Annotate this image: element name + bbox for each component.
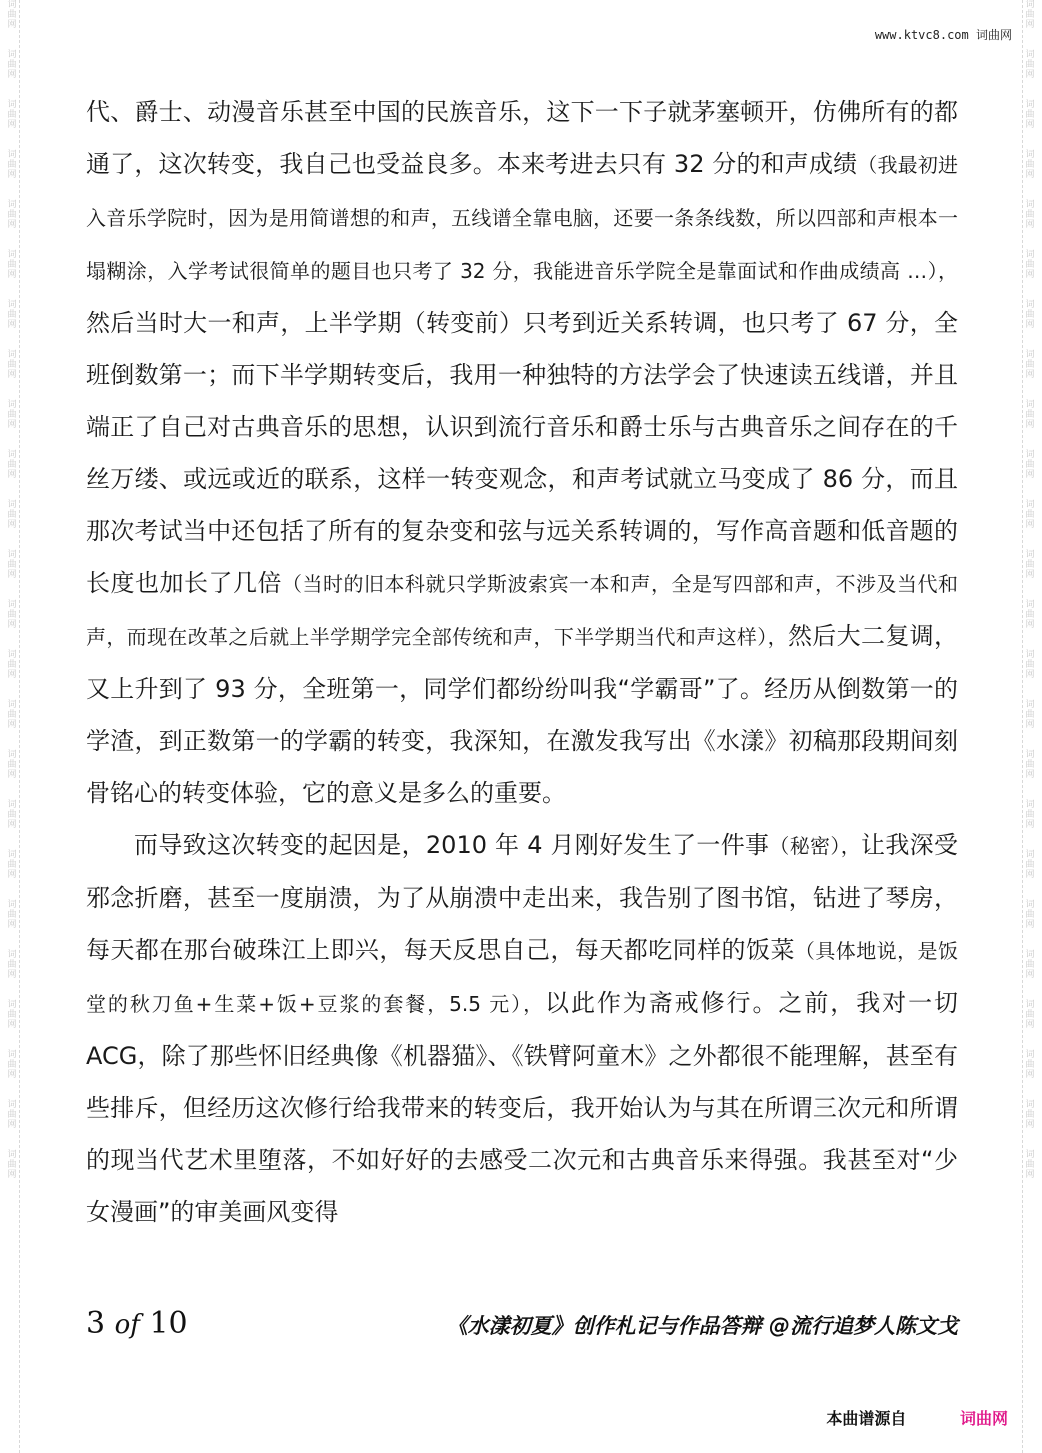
document-body (86, 86, 958, 1238)
right-margin-strip (1022, 0, 1042, 1453)
paragraph-2-note-1: （秘密）， (769, 834, 862, 858)
paragraph-1 (86, 86, 958, 819)
paragraph-1-note-2: （当时的旧本科就只学斯波索宾一本和声，全是写四部和声，不涉及当代和声，而现在改革之后就上半学期学完全部传统和声，下半学期当代和声这样）， (86, 572, 958, 649)
site-url[interactable]: www.ktvc8.com (874, 28, 969, 42)
left-watermark: 词 曲 网 词 曲 网 词 曲 网 词 曲 网 词 曲 网 词 曲 网 词 曲 网 词 曲 网 词 曲 网 词 曲 网 词 曲 网 词 曲 网 词 曲 网 词 曲 网 词 曲 网 词 曲 网 词 曲 网 词 曲 网 词 曲 网 词 曲 网 词 曲 网 词 曲 网 词 曲 网 词 曲 网 (7, 0, 17, 1180)
paragraph-1-text-a: 代、爵士、动漫音乐甚至中国的民族音乐，这下一下子就茅塞顿开，仿佛所有的都通了，这次转变，我自己也受益良多。本来考进去只有 32 分的和声成绩 (86, 98, 958, 178)
page-of: of (114, 1310, 140, 1340)
page-footer (86, 1306, 958, 1354)
paragraph-2 (86, 819, 958, 1238)
right-watermark: 词 曲 网 词 曲 网 词 曲 网 词 曲 网 词 曲 网 词 曲 网 词 曲 网 词 曲 网 词 曲 网 词 曲 网 词 曲 网 词 曲 网 词 曲 网 词 曲 网 词 曲 网 词 曲 网 词 曲 网 词 曲 网 词 曲 网 词 曲 网 词 曲 网 词 曲 网 词 曲 网 词 曲 网 (1025, 0, 1035, 1180)
footer-title: 《水漾初夏》创作札记与作品答辩 @流行追梦人陈文戈 (446, 1314, 958, 1338)
page-number (86, 1306, 188, 1341)
page-current: 3 (86, 1306, 106, 1341)
source-label: 本曲谱源自 (826, 1409, 907, 1428)
paragraph-2-text-a: 而导致这次转变的起因是，2010 年 4 月刚好发生了一件事 (134, 831, 770, 859)
site-header (875, 26, 1012, 43)
paragraph-2-text-b: 让我深受邪念折磨，甚至一度崩溃，为了从崩溃中走出来，我告别了图书馆，钻进了琴房，每天都在那台破珠江上即兴，每天反思自己，每天都吃同样的饭菜 (86, 831, 959, 964)
left-margin-strip (0, 0, 20, 1453)
site-name: 词曲网 (975, 28, 1012, 42)
source-bar (826, 1406, 1008, 1429)
paragraph-1-text-b: 然后当时大一和声，上半学期（转变前）只考到近关系转调，也只考了 67 分，全班倒数第一；而下半学期转变后，我用一种独特的方法学会了快速读五线谱，并且端正了自己对古典音乐的思想，认识到流行音乐和爵士乐与古典音乐之间存在的千丝万缕、或远或近的联系，这样一转变观念，和声考试就立马变成了 86 分，而且那次考试当中还包括了所有的复杂变和弦与远关系转调的，写作高音题和低音题的长度也加长了几倍 (86, 309, 958, 597)
paragraph-1-note-1: （我最初进入音乐学院时，因为是用简谱想的和声，五线谱全靠电脑，还要一条条线数，所以四部和声根本一塌糊涂，入学考试很简单的题目也只考了 32 分，我能进音乐学院全是靠面试和作曲成绩高 …）， (86, 153, 959, 283)
paragraph-1-text-c: 然后大二复调，又上升到了 93 分，全班第一，同学们都纷纷叫我“学霸哥”了。经历从倒数第一的学渣，到正数第一的学霸的转变，我深知，在激发我写出《水漾》初稿那段期间刻骨铭心的转变体验，它的意义是多么的重要。 (86, 622, 959, 807)
paragraph-2-note-2: （具体地说，是饭堂的秋刀鱼+生菜+饭+豆浆的套餐，5.5 元）， (86, 939, 959, 1016)
paragraph-2-text-c: 以此作为斋戒修行。之前，我对一切 ACG，除了那些怀旧经典像《机器猫》、《铁臂阿童木》之外都很不能理解，甚至有些排斥，但经历这次修行给我带来的转变后，我开始认为与其在所谓三次元和所谓的现当代艺术里堕落，不如好好的去感受二次元和古典音乐来得强。我甚至对“少女漫画”的审美画风变得 (86, 989, 958, 1226)
page-total: 10 (149, 1306, 188, 1341)
source-brand[interactable]: 词曲网 (959, 1409, 1008, 1428)
